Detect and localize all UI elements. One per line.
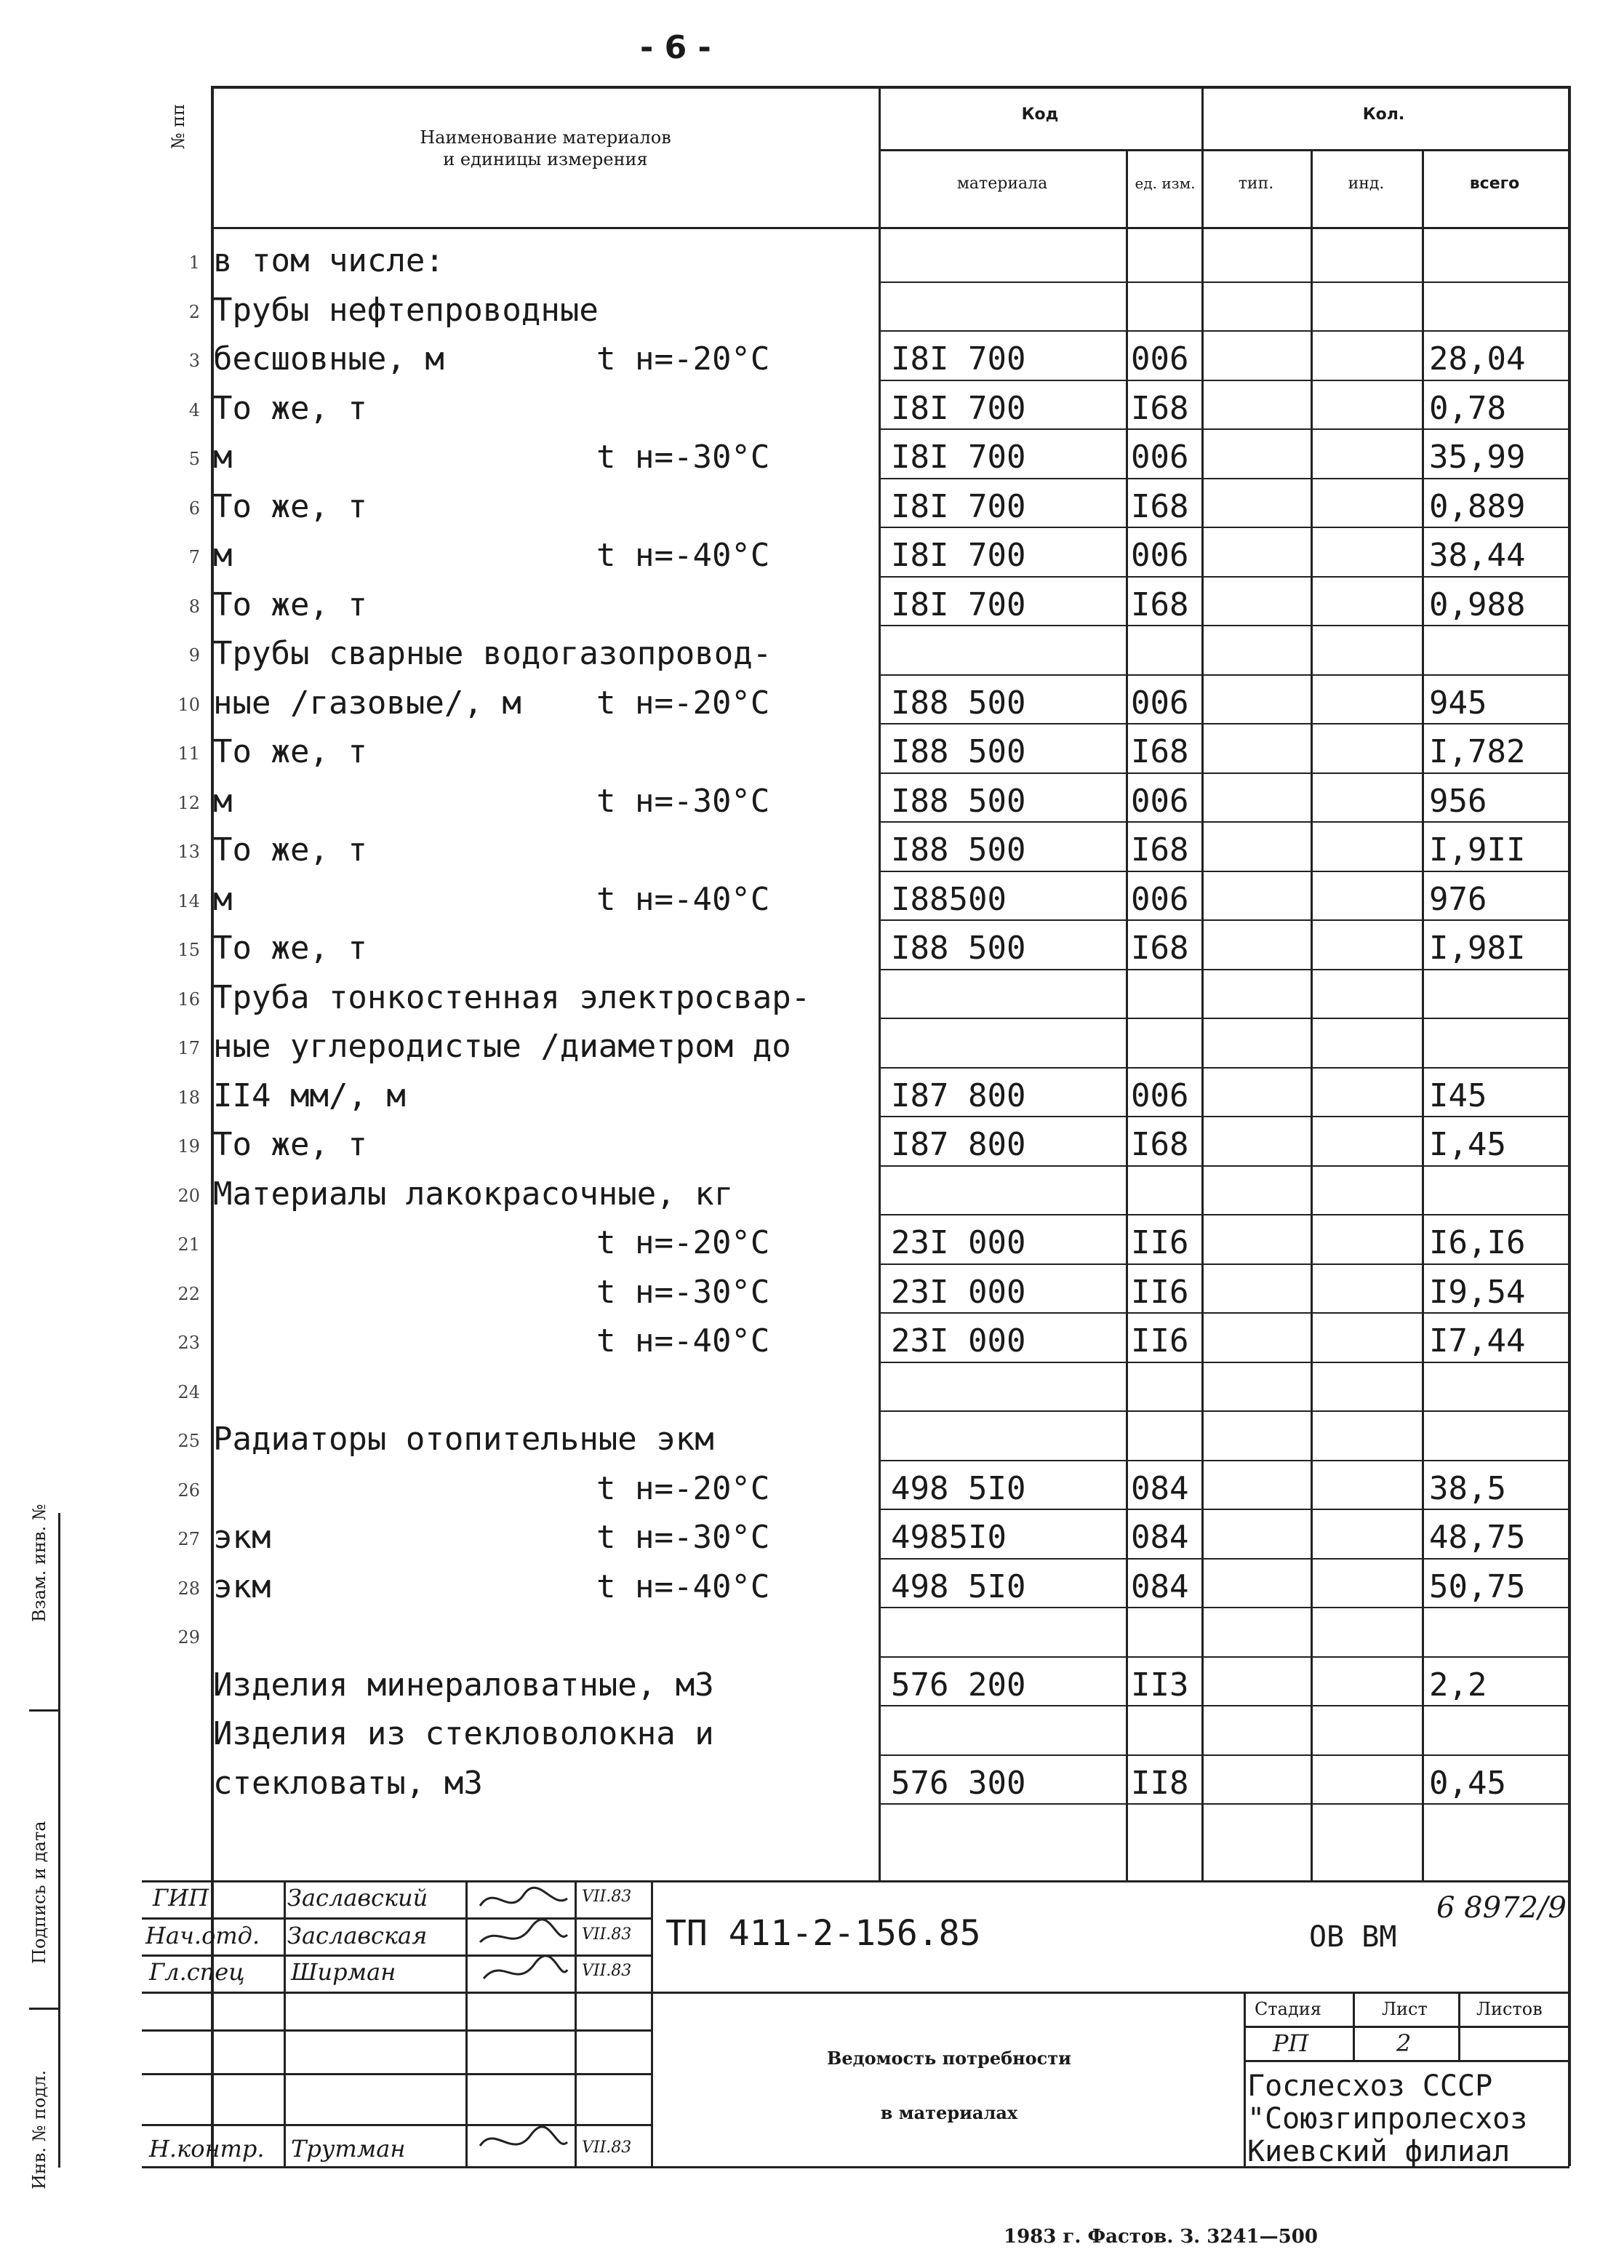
row-unit-code: 006 (1131, 880, 1189, 918)
row-number: 4 (188, 399, 200, 420)
stamp-stage-value: РП (1273, 2029, 1309, 2057)
stamp-org-line2: "Союзгипролесхоз (1247, 2102, 1528, 2136)
row-material-code: 498 5I0 (891, 1568, 1026, 1605)
row-material-code: I88 500 (891, 831, 1026, 869)
row-temperature: t н=-20°C (596, 1224, 770, 1261)
row-divider (879, 969, 1569, 970)
row-divider (879, 330, 1569, 332)
row-total: 976 (1429, 880, 1487, 918)
stamp-org-line3: Киевский филиал (1247, 2135, 1511, 2168)
row-unit-code: I68 (1131, 930, 1189, 967)
row-divider (879, 527, 1569, 528)
row-divider (879, 1705, 1569, 1706)
header-name-line1: Наименование материалов (420, 127, 671, 148)
stamp-nkontr-date: VII.83 (582, 2139, 632, 2157)
row-number: 6 (188, 498, 200, 519)
row-unit-code: II6 (1131, 1322, 1189, 1359)
row-divider (879, 380, 1569, 381)
row-number: 25 (177, 1431, 200, 1451)
row-material-name: экм (213, 1568, 271, 1605)
header-qty-ind: инд. (1348, 175, 1385, 193)
row-unit-code: II3 (1131, 1666, 1189, 1704)
row-divider (879, 478, 1569, 479)
row-unit-code: I68 (1131, 487, 1189, 525)
row-material-name: бесшовные, м (213, 340, 444, 378)
row-divider (879, 625, 1569, 626)
side-strip-sep-1 (29, 1709, 58, 1712)
row-material-code: I88 500 (891, 684, 1026, 722)
side-strip-sep-2 (29, 2008, 58, 2010)
row-unit-code: 006 (1131, 439, 1189, 476)
row-material-name: экм (213, 1519, 271, 1556)
row-total: I9,54 (1429, 1273, 1526, 1311)
row-material-name: м (213, 782, 233, 820)
row-divider (879, 1460, 1569, 1461)
row-number: 29 (177, 1627, 200, 1648)
row-number: 19 (177, 1136, 200, 1157)
stamp-title-line2: в материалах (880, 2102, 1018, 2123)
stamp-nkontr-role: Н.контр. (149, 2135, 265, 2163)
header-row-number: № пп (168, 103, 188, 150)
row-material-name: То же, т (213, 733, 367, 770)
row-total: I,9II (1429, 831, 1526, 869)
stamp-title-line1: Ведомость потребности (827, 2048, 1071, 2069)
row-number: 1 (188, 252, 200, 273)
row-divider (879, 576, 1569, 578)
row-divider (879, 1312, 1569, 1314)
row-divider (879, 1607, 1569, 1608)
row-temperature: t н=-30°C (596, 782, 770, 820)
row-divider (879, 1509, 1569, 1510)
stamp-sheet-label: Лист (1382, 1999, 1428, 2019)
stamp-divider-right (1244, 1992, 1246, 2166)
row-unit-code: I68 (1131, 733, 1189, 770)
row-unit-code: 084 (1131, 1519, 1189, 1556)
row-material-code: I8I 700 (891, 389, 1026, 427)
row-temperature: t н=-40°C (596, 1322, 770, 1359)
stamp-glspec-role: Гл.спец (149, 1958, 245, 1986)
header-code-unit: ед. изм. (1135, 175, 1196, 192)
row-unit-code: II6 (1131, 1224, 1189, 1261)
row-divider (879, 428, 1569, 430)
row-material-code: I8I 700 (891, 340, 1026, 378)
row-material-code: I88 500 (891, 733, 1026, 770)
row-divider (879, 1803, 1569, 1805)
row-number: 27 (177, 1529, 200, 1549)
row-divider (879, 1214, 1569, 1215)
header-bottom-line (211, 227, 1569, 229)
row-material-name: Изделия из стекловолокна и (213, 1715, 714, 1752)
stamp-mid-line (142, 1992, 1569, 1994)
stamp-nkontr-name: Трутман (291, 2135, 406, 2163)
side-label-inv-podl: Инв. № подл. (29, 2069, 49, 2189)
row-material-code: 23I 000 (891, 1322, 1026, 1359)
row-total: 945 (1429, 684, 1487, 722)
row-unit-code: 006 (1131, 537, 1189, 574)
row-unit-code: 006 (1131, 340, 1189, 378)
row-material-code: 23I 000 (891, 1273, 1026, 1311)
row-material-name: в том числе: (213, 242, 444, 279)
row-total: I,45 (1429, 1126, 1506, 1163)
row-number: 23 (177, 1333, 200, 1353)
row-number: 8 (188, 596, 200, 617)
row-number: 15 (177, 940, 200, 960)
row-number: 3 (188, 351, 200, 371)
row-number: 28 (177, 1578, 200, 1599)
row-divider (879, 1410, 1569, 1412)
row-material-name: Трубы сварные водогазопровод- (213, 635, 772, 672)
row-number: 9 (188, 645, 200, 666)
stamp-stage-line-2 (1244, 2060, 1569, 2062)
row-total: 0,78 (1429, 389, 1506, 427)
stamp-glspec-date: VII.83 (582, 1962, 632, 1980)
row-temperature: t н=-40°C (596, 1568, 770, 1605)
stamp-sheet-id: 6 8972/9 (1436, 1891, 1567, 1925)
row-material-code: I87 800 (891, 1077, 1026, 1114)
row-total: I,98I (1429, 930, 1526, 967)
row-total: 0,45 (1429, 1764, 1506, 1802)
row-material-code: I8I 700 (891, 537, 1026, 574)
row-material-code: 498 5I0 (891, 1469, 1026, 1507)
row-material-code: 23I 000 (891, 1224, 1026, 1261)
stamp-stage-col-1 (1353, 1992, 1355, 2060)
row-temperature: t н=-40°C (596, 537, 770, 574)
row-material-code: 576 200 (891, 1666, 1026, 1704)
row-material-name: стекловаты, м3 (213, 1764, 483, 1802)
row-temperature: t н=-20°C (596, 684, 770, 722)
row-divider (879, 1116, 1569, 1117)
side-label-inv-vzam: Взам. инв. № (29, 1504, 49, 1622)
row-divider (879, 281, 1569, 283)
row-divider (879, 1018, 1569, 1019)
row-number: 11 (177, 743, 200, 764)
row-total: I6,I6 (1429, 1224, 1526, 1261)
stamp-gip-role: ГИП (153, 1884, 209, 1912)
row-material-name: м (213, 537, 233, 574)
row-number: 22 (177, 1283, 200, 1304)
stamp-top-line (142, 1880, 1569, 1882)
row-material-name: То же, т (213, 389, 367, 427)
col-divider-ind (1311, 149, 1313, 1880)
stamp-document-code: ТП 411-2-156.85 (665, 1913, 981, 1954)
row-divider (879, 772, 1569, 774)
col-divider-total (1422, 149, 1424, 1880)
row-divider (879, 723, 1569, 724)
row-number: 12 (177, 792, 200, 813)
row-material-code: I88 500 (891, 930, 1026, 967)
row-divider (879, 1263, 1569, 1265)
row-material-code: I88500 (891, 880, 1007, 918)
row-material-name: То же, т (213, 831, 367, 869)
row-material-code: I8I 700 (891, 586, 1026, 623)
row-material-code: 4985I0 (891, 1519, 1007, 1556)
header-code: Код (1021, 105, 1059, 124)
frame-top-border (211, 86, 1571, 89)
stamp-stage-line-1 (1244, 2026, 1569, 2028)
row-divider (879, 674, 1569, 676)
row-total: 0,988 (1429, 586, 1526, 623)
row-material-name: ные /газовые/, м (213, 684, 521, 722)
row-number: 14 (177, 890, 200, 911)
row-number: 20 (177, 1185, 200, 1206)
header-name-line2: и единицы измерения (443, 149, 648, 169)
row-total: 50,75 (1429, 1568, 1526, 1605)
row-total: 28,04 (1429, 340, 1526, 378)
row-number: 21 (177, 1234, 200, 1255)
row-unit-code: 006 (1131, 1077, 1189, 1114)
header-qty-total: всего (1469, 175, 1520, 193)
row-temperature: t н=-30°C (596, 1273, 770, 1311)
stamp-signatures (473, 1884, 575, 2168)
row-total: I7,44 (1429, 1322, 1526, 1359)
page-number: - 6 - (640, 29, 711, 66)
stamp-gip-name: Заславский (287, 1884, 428, 1912)
stamp-gip-date: VII.83 (582, 1888, 632, 1906)
footer-print-info: 1983 г. Фастов. З. 3241—500 (1004, 2226, 1318, 2248)
row-divider (879, 1362, 1569, 1363)
row-total: 38,5 (1429, 1469, 1506, 1507)
row-divider (879, 1558, 1569, 1560)
row-unit-code: 006 (1131, 782, 1189, 820)
row-unit-code: I68 (1131, 389, 1189, 427)
row-total: 35,99 (1429, 439, 1526, 476)
stamp-row-line-2 (142, 1954, 651, 1957)
row-material-name: То же, т (213, 487, 367, 525)
row-unit-code: I68 (1131, 1126, 1189, 1163)
col-divider-unit (1126, 149, 1128, 1880)
row-material-code: I8I 700 (891, 439, 1026, 476)
row-unit-code: I68 (1131, 586, 1189, 623)
row-material-name: Материалы лакокрасочные, кг (213, 1175, 734, 1213)
row-material-name: То же, т (213, 930, 367, 967)
row-temperature: t н=-30°C (596, 1519, 770, 1556)
stamp-nach-role: Нач.отд. (145, 1922, 260, 1949)
row-material-name: То же, т (213, 586, 367, 623)
row-material-name: м (213, 880, 233, 918)
row-divider (879, 821, 1569, 823)
row-material-name: II4 мм/, м (213, 1077, 406, 1114)
stamp-row-line-1 (142, 1917, 651, 1920)
row-number: 24 (177, 1381, 200, 1402)
row-number: 26 (177, 1480, 200, 1501)
row-unit-code: 006 (1131, 684, 1189, 722)
row-number: 17 (177, 1038, 200, 1058)
row-material-name: Труба тонкостенная электросвар- (213, 978, 811, 1016)
col-divider-code (879, 86, 881, 1882)
header-qty-typ: тип. (1238, 175, 1274, 193)
row-total: 2,2 (1429, 1666, 1487, 1704)
row-total: I,782 (1429, 733, 1526, 770)
row-number: 5 (188, 449, 200, 469)
stamp-nach-date: VII.83 (582, 1925, 632, 1944)
row-temperature: t н=-30°C (596, 439, 770, 476)
row-unit-code: II6 (1131, 1273, 1189, 1311)
row-material-code: 576 300 (891, 1764, 1026, 1802)
header-qty: Кол. (1362, 105, 1405, 124)
stamp-section: ОВ ВМ (1309, 1920, 1397, 1954)
row-divider (879, 1754, 1569, 1756)
row-number: 7 (188, 547, 200, 567)
stamp-stage-label: Стадия (1255, 1999, 1321, 2019)
row-total: 38,44 (1429, 537, 1526, 574)
row-material-code: I87 800 (891, 1126, 1026, 1163)
row-divider (879, 919, 1569, 921)
row-unit-code: 084 (1131, 1568, 1189, 1605)
row-material-code: I8I 700 (891, 487, 1026, 525)
side-strip-border (58, 1513, 60, 2168)
side-label-sign-date: Подпись и дата (29, 1821, 49, 1964)
stamp-row-line-3 (142, 2029, 651, 2032)
frame-right-border (1568, 86, 1571, 2166)
row-material-name: Радиаторы отопительные экм (213, 1421, 714, 1458)
row-material-name: Трубы нефтепроводные (213, 291, 599, 329)
stamp-nach-name: Заславская (287, 1922, 428, 1949)
row-total: 48,75 (1429, 1519, 1526, 1556)
row-material-name: То же, т (213, 1126, 367, 1163)
row-divider (879, 1656, 1569, 1658)
row-total: 0,889 (1429, 487, 1526, 525)
row-divider (879, 871, 1569, 872)
row-number: 2 (188, 301, 200, 322)
row-divider (879, 1165, 1569, 1167)
row-divider (879, 1067, 1569, 1069)
stamp-sheet-value: 2 (1396, 2029, 1412, 2057)
row-temperature: t н=-20°C (596, 340, 770, 378)
stamp-row-line-4 (142, 2073, 651, 2075)
header-mid-line (879, 149, 1569, 151)
row-total: I45 (1429, 1077, 1487, 1114)
stamp-stage-col-2 (1458, 1992, 1460, 2060)
row-material-code: I88 500 (891, 782, 1026, 820)
row-material-name: м (213, 439, 233, 476)
stamp-glspec-name: Ширман (291, 1958, 396, 1986)
row-number: 13 (177, 842, 200, 862)
row-total: 956 (1429, 782, 1487, 820)
stamp-divider-left (651, 1880, 653, 2166)
row-unit-code: II8 (1131, 1764, 1189, 1802)
header-code-material: материала (956, 175, 1048, 193)
row-material-name: ные углеродистые /диаметром до (213, 1028, 791, 1065)
row-material-name: Изделия минераловатные, м3 (213, 1666, 714, 1704)
row-unit-code: 084 (1131, 1469, 1189, 1507)
row-number: 16 (177, 989, 200, 1010)
stamp-org-line1: Гослесхоз СССР (1247, 2069, 1493, 2103)
row-number: 10 (177, 694, 200, 715)
row-temperature: t н=-40°C (596, 880, 770, 918)
col-divider-typ (1201, 86, 1204, 1882)
stamp-sheets-label: Листов (1476, 1999, 1543, 2019)
row-unit-code: I68 (1131, 831, 1189, 869)
row-temperature: t н=-20°C (596, 1469, 770, 1507)
row-number: 18 (177, 1087, 200, 1108)
stamp-row-line-5 (142, 2124, 651, 2126)
